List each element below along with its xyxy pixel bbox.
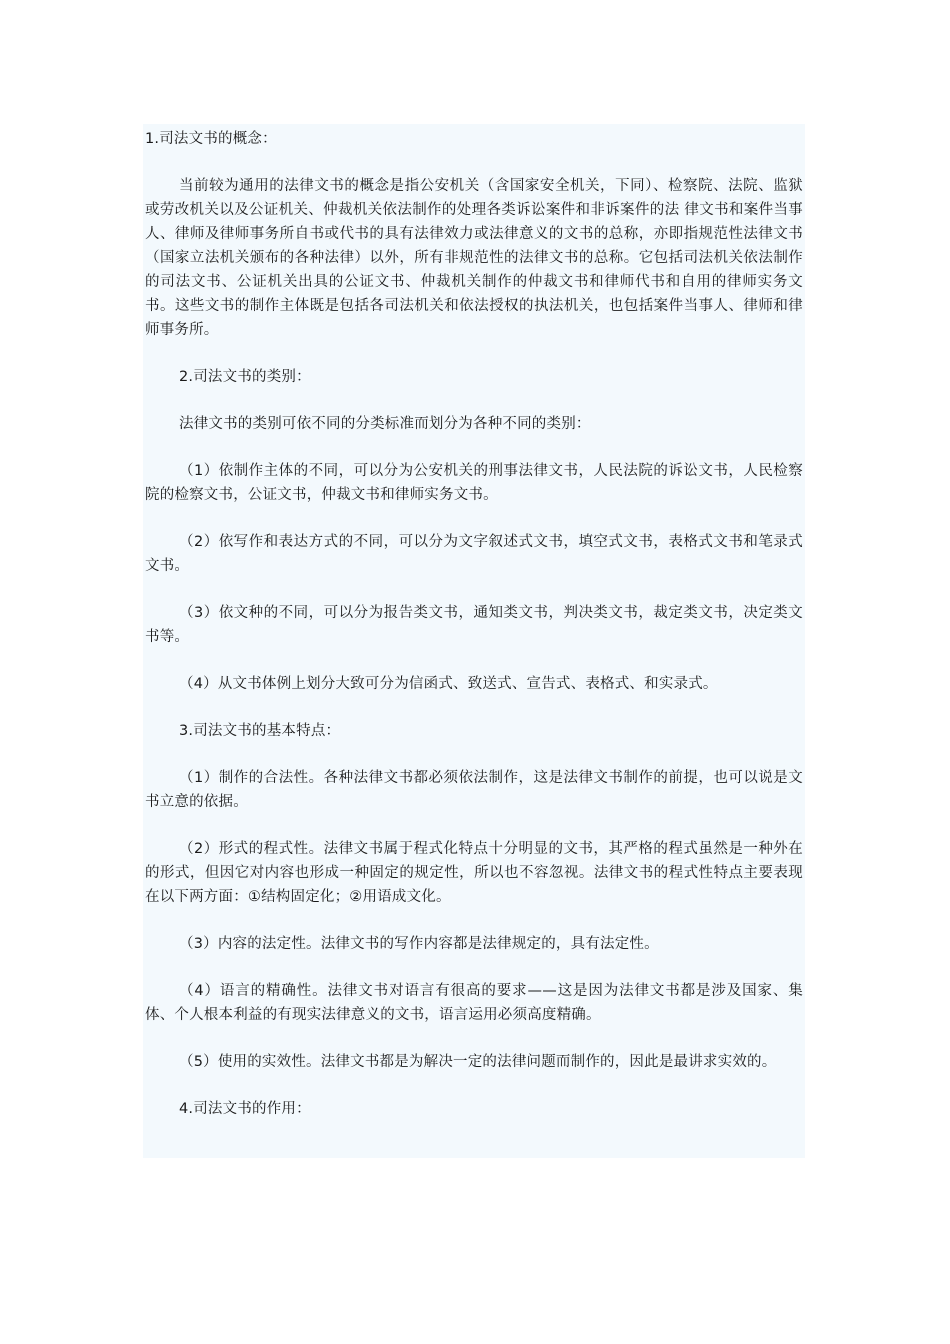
category-item-3: （3）依文种的不同，可以分为报告类文书，通知类文书，判决类文书，裁定类文书，决定类文书等。 <box>145 605 803 645</box>
paragraph-categories-intro: 法律文书的类别可依不同的分类标准而划分为各种不同的类别： <box>179 416 591 432</box>
feature-item-1: （1）制作的合法性。各种法律文书都必须依法制作，这是法律文书制作的前提，也可以说是文书立意的依据。 <box>145 770 803 810</box>
document-content <box>143 124 805 1158</box>
paragraph-concept: 当前较为通用的法律文书的概念是指公安机关（含国家安全机关，下同）、检察院、法院、监狱或劳改机关以及公证机关、仲裁机关依法制作的处理各类诉讼案件和非诉案件的法 律文书和案件当事人、律师及律师事务所自书或代书的具有法律效力或法律意义的文书的总称，亦即指规范性法律文书（国家立法机关颁布的各种法律）以外，所有非规范性的法律文书的总称。它包括司法机关依法制作的司法文书、公证机关出具的公证文书、仲裁机关制作的仲裁文书和律师代书和自用的律师实务文书。这些文书的制作主体既是包括各司法机关和依法授权的执法机关，也包括案件当事人、律师和律师事务所。 <box>145 178 803 338</box>
feature-item-2: （2）形式的程式性。法律文书属于程式化特点十分明显的文书，其严格的程式虽然是一种外在的形式，但因它对内容也形成一种固定的规定性，所以也不容忽视。法律文书的程式性特点主要表现在以下两方面：①结构固定化；②用语成文化。 <box>145 841 803 905</box>
feature-item-4: （4）语言的精确性。法律文书对语言有很高的要求——这是因为法律文书都是涉及国家、集体、个人根本利益的有现实法律意义的文书，语言运用必须高度精确。 <box>145 983 803 1023</box>
section-heading-categories: 2.司法文书的类别： <box>179 369 311 385</box>
category-item-1: （1）依制作主体的不同，可以分为公安机关的刑事法律文书，人民法院的诉讼文书，人民检察院的检察文书，公证文书，仲裁文书和律师实务文书。 <box>145 463 803 503</box>
category-item-4: （4）从文书体例上划分大致可分为信函式、致送式、宣告式、表格式、和实录式。 <box>179 676 718 692</box>
section-heading-functions: 4.司法文书的作用： <box>179 1101 311 1117</box>
feature-item-5: （5）使用的实效性。法律文书都是为解决一定的法律问题而制作的，因此是最讲求实效的。 <box>179 1054 777 1070</box>
section-heading-concept: 1.司法文书的概念： <box>145 131 277 147</box>
category-item-2: （2）依写作和表达方式的不同，可以分为文字叙述式文书，填空式文书，表格式文书和笔录式文书。 <box>145 534 803 574</box>
section-heading-features: 3.司法文书的基本特点： <box>179 723 341 739</box>
feature-item-3: （3）内容的法定性。法律文书的写作内容都是法律规定的，具有法定性。 <box>179 936 659 952</box>
